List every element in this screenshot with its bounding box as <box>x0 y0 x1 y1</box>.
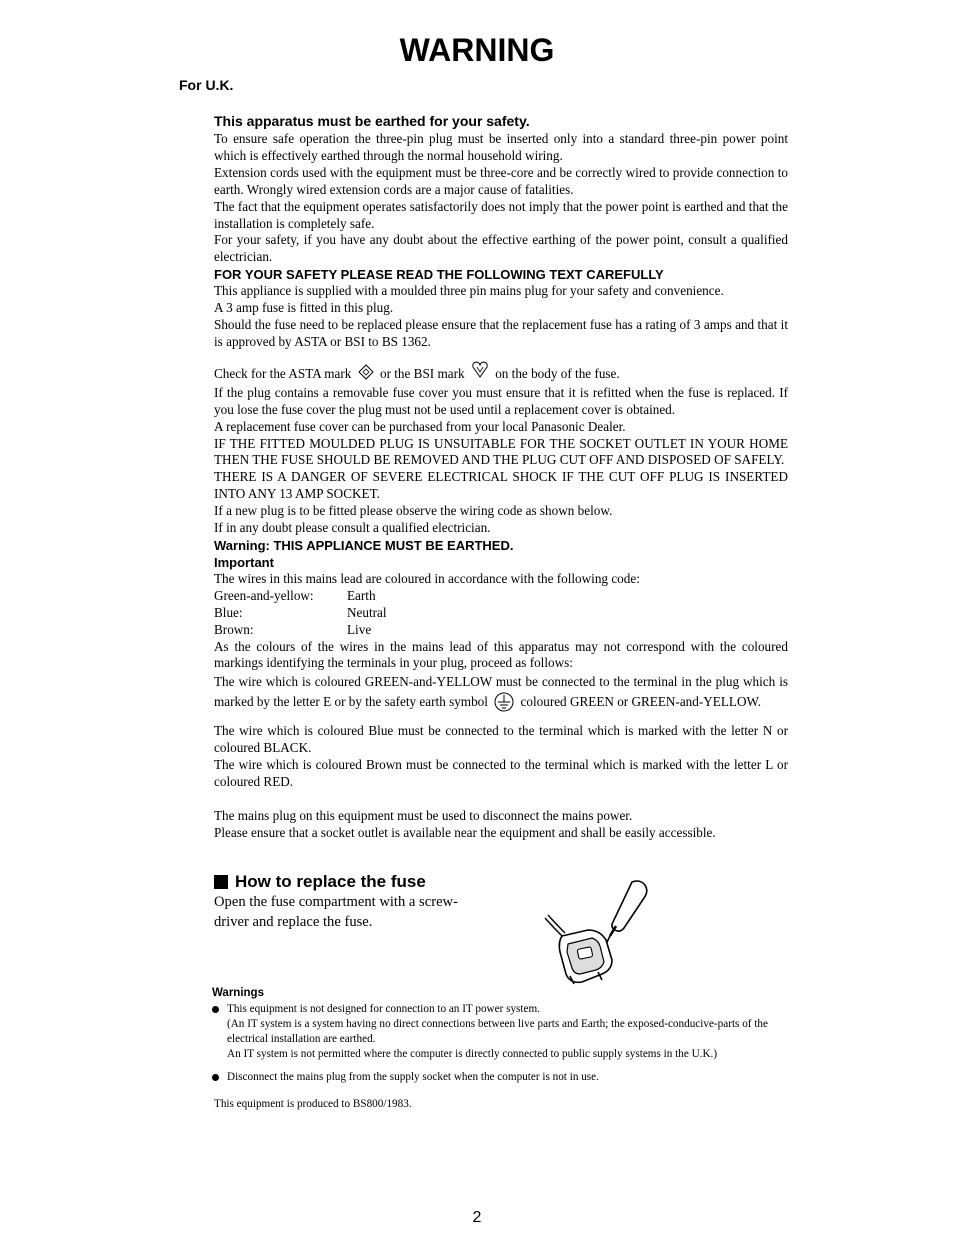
heading-earthed: This apparatus must be earthed for your safety. <box>214 113 530 129</box>
paragraph: To ensure safe operation the three-pin plug must be inserted only into a standard three-pin power point which is effectively earthed through the normal household wiring. <box>214 131 788 163</box>
fuse-heading-text: How to replace the fuse <box>235 872 426 891</box>
paragraph: Please ensure that a socket outlet is available near the equipment and shall be easily accessible. <box>214 824 716 840</box>
heading-safety: FOR YOUR SAFETY PLEASE READ THE FOLLOWING TEXT CAREFULLY <box>214 267 664 283</box>
paragraph: As the colours of the wires in the mains lead of this apparatus may not correspond with the coloured markings identifying the terminals in your plug, proceed as follows: <box>214 638 788 671</box>
square-bullet-icon <box>214 875 228 889</box>
check-text-b: or the BSI mark <box>379 365 465 381</box>
wire-colour: Green-and-yellow: <box>214 587 314 603</box>
paragraph: IF THE FITTED MOULDED PLUG IS UNSUITABLE FOR THE SOCKET OUTLET IN YOUR HOME THEN THE FUSE SHOULD BE REMOVED AND THE PLUG CUT OFF AND DISPOSED OF SAFELY. <box>214 435 788 468</box>
wire-meaning: Neutral <box>347 604 387 620</box>
paragraph: This appliance is supplied with a moulded three pin mains plug for your safety and convenience. <box>214 283 724 299</box>
warnings-heading: Warnings <box>212 987 264 999</box>
paragraph: If a new plug is to be fitted please observe the wiring code as shown below. <box>214 503 613 519</box>
asta-mark-icon <box>358 364 374 385</box>
check-text-a: Check for the ASTA mark <box>214 365 352 381</box>
wire-colour: Blue: <box>214 604 243 620</box>
warning-text: Disconnect the mains plug from the supply socket when the computer is not in use. <box>227 1071 599 1083</box>
paragraph: If in any doubt please consult a qualified electrician. <box>214 520 491 536</box>
paragraph: THERE IS A DANGER OF SEVERE ELECTRICAL SHOCK IF THE CUT OFF PLUG IS INSERTED INTO ANY 13 AMP SOCKET. <box>214 469 788 502</box>
standard-note: This equipment is produced to BS800/1983. <box>214 1098 412 1110</box>
bullet-icon <box>212 1006 219 1013</box>
page-number: 2 <box>472 1209 482 1226</box>
check-text-c: on the body of the fuse. <box>495 365 620 381</box>
region-label: For U.K. <box>179 77 234 93</box>
warning-text: This equipment is not designed for connection to an IT power system. <box>227 1003 540 1015</box>
heading-earthed-warning: Warning: THIS APPLIANCE MUST BE EARTHED. <box>214 537 514 553</box>
bsi-kitemark-icon <box>471 360 489 385</box>
paragraph-earth <box>214 672 788 714</box>
earth-text-a: The wire which is coloured GREEN-and-YELLOW must be connected to the terminal in the plug which is marked by the letter E or by the safety earth symbol <box>214 674 788 710</box>
warning-text: An IT system is not permitted where the computer is directly connected to public supply systems in the U.K.) <box>227 1048 718 1060</box>
paragraph: A replacement fuse cover can be purchased from your local Panasonic Dealer. <box>214 418 626 434</box>
fuse-section <box>214 872 788 932</box>
paragraph: The wire which is coloured Brown must be connected to the terminal which is marked with the letter L or coloured RED. <box>214 757 788 790</box>
warnings-section <box>212 986 792 1085</box>
bullet-icon <box>212 1074 219 1081</box>
paragraph: If the plug contains a removable fuse cover you must ensure that it is refitted when the fuse is replaced. If you lose the fuse cover the plug must not be used until a replacement cover is obtained. <box>214 384 788 417</box>
plug-screwdriver-illustration <box>540 878 655 993</box>
paragraph: The mains plug on this equipment must be used to disconnect the mains power. <box>214 808 633 823</box>
main-text <box>214 112 788 842</box>
earth-symbol-icon <box>494 692 514 714</box>
paragraph: Extension cords used with the equipment must be three-core and be correctly wired to provide connection to earth. Wrongly wired extension cords are a major cause of fatalities. <box>214 164 788 197</box>
paragraph: The fact that the equipment operates satisfactorily does not imply that the power point is earthed and that the installation is completely safe. <box>214 198 788 231</box>
wire-meaning: Live <box>347 621 372 637</box>
paragraph: For your safety, if you have any doubt about the effective earthing of the power point, consult a qualified electrician. <box>214 232 788 265</box>
wire-meaning: Earth <box>347 587 376 603</box>
paragraph: The wire which is coloured Blue must be connected to the terminal which is marked with the letter N or coloured BLACK. <box>214 723 788 756</box>
paragraph: Should the fuse need to be replaced please ensure that the replacement fuse has a rating of 3 amps and that it is approved by ASTA or BSI to BS 1362. <box>214 317 788 349</box>
earth-text-b: coloured GREEN or GREEN-and-YELLOW. <box>520 694 762 710</box>
list-item <box>212 1002 792 1062</box>
wire-code-table <box>214 588 788 639</box>
page-title: WARNING <box>399 32 555 68</box>
check-marks-line <box>214 360 788 385</box>
fuse-instructions: Open the fuse compartment with a screw-driver and replace the fuse. <box>214 894 458 930</box>
warning-text: (An IT system is a system having no direct connections between live parts and Earth; the exposed-conducive-parts of the electrical installation are earthed. <box>227 1018 768 1045</box>
fuse-heading <box>214 872 788 892</box>
paragraph: A 3 amp fuse is fitted in this plug. <box>214 300 394 316</box>
list-item <box>212 1070 792 1085</box>
paragraph: The wires in this mains lead are coloured in accordance with the following code: <box>214 570 640 586</box>
wire-colour: Brown: <box>214 621 254 637</box>
heading-important: Important <box>214 554 274 570</box>
